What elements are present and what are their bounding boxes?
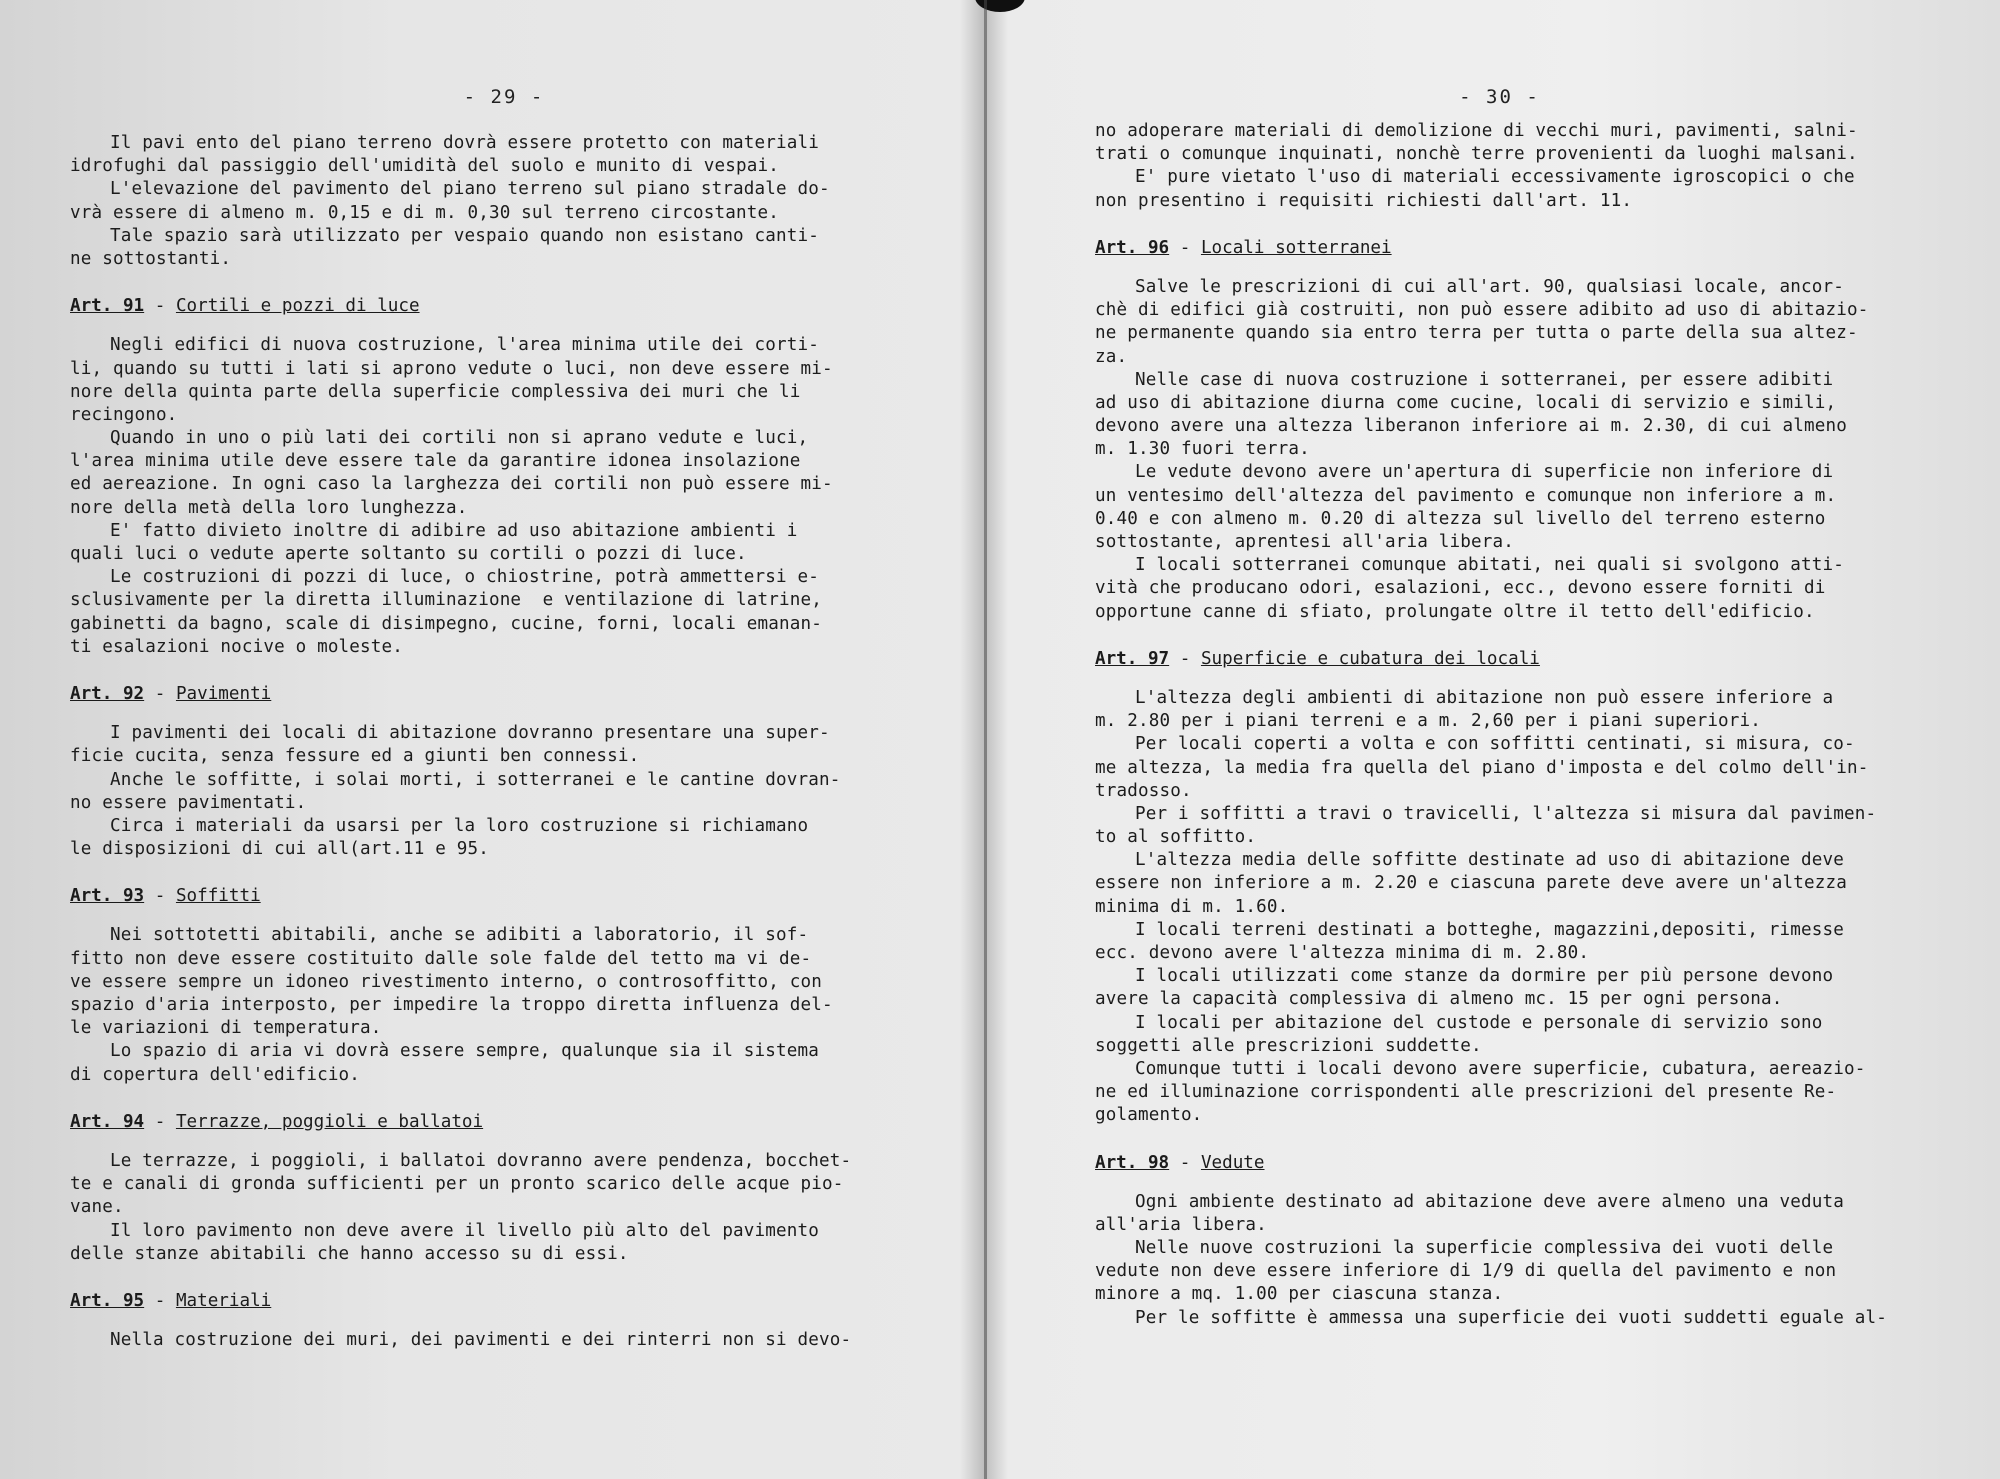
article-heading: [70, 1111, 950, 1134]
heading-separator: -: [144, 683, 176, 704]
text-line: devono avere una altezza liberanon inferiore ai m. 2.30, di cui almeno: [1095, 416, 1847, 437]
article-number: Art. 91: [70, 296, 145, 317]
heading-separator: -: [1169, 237, 1201, 258]
paragraph: [1095, 120, 1960, 213]
text-line: Per i soffitti a travi o travicelli, l'altezza si misura dal pavimen-: [1135, 803, 1877, 824]
article-heading: [1095, 1152, 1960, 1175]
text-line: no adoperare materiali di demolizione di vecchi muri, pavimenti, salni-: [1095, 121, 1858, 141]
text-line: Per locali coperti a volta e con soffitti centinati, si misura, co-: [1135, 734, 1855, 755]
text-line: Il pavi ento del piano terreno dovrà essere protetto con materiali: [110, 133, 819, 153]
text-line: ne permanente quando sia entro terra per tutta o parte della sua altez-: [1095, 323, 1858, 344]
paragraph: [70, 1150, 950, 1266]
text-line: li, quando su tutti i lati si aprono vedute o luci, non deve essere mi-: [70, 358, 833, 379]
text-line: gabinetti da bagno, scale di disimpegno, cucine, forni, locali emanan-: [70, 613, 822, 634]
text-line: m. 1.30 fuori terra.: [1095, 439, 1310, 460]
text-line: Quando in uno o più lati dei cortili non si aprano vedute e luci,: [110, 428, 809, 449]
paragraph: [70, 132, 950, 271]
text-line: Negli edifici di nuova costruzione, l'area minima utile dei corti-: [110, 335, 819, 356]
article-heading: [70, 1290, 950, 1313]
text-line: spazio d'aria interposto, per impedire la troppo diretta influenza del-: [70, 995, 833, 1016]
text-line: Lo spazio di aria vi dovrà essere sempre, qualunque sia il sistema: [110, 1041, 819, 1062]
text-line: ve essere sempre un idoneo rivestimento interno, o controsoffitto, con: [70, 971, 822, 992]
article-title: Pavimenti: [175, 683, 272, 704]
text-line: golamento.: [1095, 1105, 1203, 1126]
text-line: non presentino i requisiti richiesti dall'art. 11.: [1095, 190, 1633, 211]
text-line: all'aria libera.: [1095, 1214, 1267, 1235]
text-line: I pavimenti dei locali di abitazione dovranno presentare una super-: [110, 723, 830, 744]
article-number: Art. 96: [1095, 237, 1170, 258]
paragraph: [1095, 687, 1960, 1128]
article-heading: [70, 885, 950, 908]
text-line: Il loro pavimento non deve avere il livello più alto del pavimento: [110, 1220, 819, 1241]
article-heading: [70, 683, 950, 706]
page-gutter: [984, 0, 987, 1479]
text-line: idrofughi dal passiggio dell'umidità del suolo e munito di vespai.: [70, 156, 779, 177]
text-line: vedute non deve essere inferiore di 1/9 di quella del pavimento e non: [1095, 1261, 1837, 1282]
text-line: opportune canne di sfiato, prolungate oltre il tetto dell'edificio.: [1095, 601, 1815, 622]
text-line: to al soffitto.: [1095, 827, 1257, 848]
article-number: Art. 93: [70, 886, 145, 907]
article-title: Terrazze, poggioli e ballatoi: [175, 1111, 484, 1132]
article-number: Art. 98: [1095, 1152, 1170, 1173]
text-line: Le vedute devono avere un'apertura di superficie non inferiore di: [1135, 462, 1834, 483]
text-line: essere non inferiore a m. 2.20 e ciascuna parete deve avere un'altezza: [1095, 873, 1847, 894]
heading-separator: -: [144, 886, 176, 907]
text-line: Nei sottotetti abitabili, anche se adibiti a laboratorio, il sof-: [110, 925, 809, 946]
text-line: Ogni ambiente destinato ad abitazione deve avere almeno una veduta: [1135, 1191, 1844, 1212]
text-line: ed aereazione. In ogni caso la larghezza dei cortili non può essere mi-: [70, 474, 833, 495]
text-line: no essere pavimentati.: [70, 792, 307, 813]
heading-separator: -: [144, 1290, 176, 1311]
text-line: le variazioni di temperatura.: [70, 1018, 382, 1039]
text-line: Anche le soffitte, i solai morti, i sotterranei e le cantine dovran-: [110, 769, 841, 790]
article-title: Vedute: [1200, 1152, 1265, 1173]
text-line: Nelle case di nuova costruzione i sotterranei, per essere adibiti: [1135, 369, 1834, 390]
paragraph: [1095, 1191, 1960, 1330]
article-number: Art. 92: [70, 683, 145, 704]
text-line: ti esalazioni nocive o moleste.: [70, 636, 404, 657]
paragraph: [1095, 276, 1960, 624]
article-heading: [70, 295, 950, 318]
text-line: Comunque tutti i locali devono avere superficie, cubatura, aereazio-: [1135, 1058, 1866, 1079]
text-line: E' fatto divieto inoltre di adibire ad uso abitazione ambienti i: [110, 520, 798, 541]
paragraph: [70, 924, 950, 1086]
text-line: vità che producano odori, esalazioni, ecc., devono essere forniti di: [1095, 578, 1826, 599]
text-line: Le costruzioni di pozzi di luce, o chiostrine, potrà ammettersi e-: [110, 567, 819, 588]
article-heading: [1095, 237, 1960, 260]
article-title: Materiali: [175, 1290, 272, 1311]
article-number: Art. 97: [1095, 648, 1170, 669]
paragraph: [70, 722, 950, 861]
text-line: I locali terreni destinati a botteghe, magazzini,depositi, rimesse: [1135, 919, 1844, 940]
text-line: di copertura dell'edificio.: [70, 1064, 361, 1085]
heading-separator: -: [144, 1111, 176, 1132]
text-line: sclusivamente per la diretta illuminazione e ventilazione di latrine,: [70, 590, 822, 611]
text-line: I locali sotterranei comunque abitati, nei quali si svolgono atti-: [1135, 555, 1844, 576]
heading-separator: -: [144, 296, 176, 317]
text-line: L'altezza degli ambienti di abitazione non può essere inferiore a: [1135, 687, 1834, 708]
text-line: le disposizioni di cui all(art.11 e 95.: [70, 839, 489, 860]
text-line: L'elevazione del pavimento del piano terreno sul piano stradale do-: [110, 179, 830, 200]
right-page: [1095, 0, 1960, 1479]
article-title: Soffitti: [175, 886, 261, 907]
article-number: Art. 94: [70, 1111, 145, 1132]
text-line: minima di m. 1.60.: [1095, 896, 1289, 917]
text-line: fitto non deve essere costituito dalle sole falde del tetto ma vi de-: [70, 948, 812, 969]
text-line: Nelle nuove costruzioni la superficie complessiva dei vuoti delle: [1135, 1238, 1834, 1259]
text-line: ecc. devono avere l'altezza minima di m. 2.80.: [1095, 943, 1590, 964]
text-line: tradosso.: [1095, 780, 1192, 801]
binding-hole: [975, 0, 1025, 12]
text-line: Nella costruzione dei muri, dei pavimenti e dei rinterri non si devo-: [110, 1330, 852, 1351]
text-line: quali luci o vedute aperte soltanto su cortili o pozzi di luce.: [70, 544, 747, 565]
text-line: trati o comunque inquinati, nonchè terre provenienti da luoghi malsani.: [1095, 144, 1858, 165]
text-line: za.: [1095, 346, 1128, 367]
text-line: minore a mq. 1.00 per ciascuna stanza.: [1095, 1284, 1504, 1305]
text-line: me altezza, la media fra quella del piano d'imposta e del colmo dell'in-: [1095, 757, 1869, 778]
text-line: Per le soffitte è ammessa una superficie dei vuoti suddetti eguale al-: [1135, 1307, 1887, 1328]
text-line: I locali utilizzati come stanze da dormire per più persone devono: [1135, 966, 1834, 987]
text-line: nore della metà della loro lunghezza.: [70, 497, 468, 518]
text-line: vane.: [70, 1197, 124, 1218]
article-number: Art. 95: [70, 1290, 145, 1311]
text-line: ficie cucita, senza fessure ed a giunti ben connessi.: [70, 746, 640, 767]
text-line: E' pure vietato l'uso di materiali eccessivamente igroscopici o che: [1135, 167, 1855, 188]
text-line: vrà essere di almeno m. 0,15 e di m. 0,30 sul terreno circostante.: [70, 202, 779, 223]
text-line: sottostante, aprentesi all'aria libera.: [1095, 532, 1514, 553]
page-number: - 30 -: [1459, 86, 1540, 108]
text-line: l'area minima utile deve essere tale da garantire idonea insolazione: [70, 451, 801, 472]
text-line: I locali per abitazione del custode e personale di servizio sono: [1135, 1012, 1823, 1033]
article-title: Superficie e cubatura dei locali: [1200, 648, 1540, 669]
text-line: nore della quinta parte della superficie complessiva dei muri che li: [70, 381, 801, 402]
text-line: m. 2.80 per i piani terreni e a m. 2,60 per i piani superiori.: [1095, 711, 1762, 732]
heading-separator: -: [1169, 648, 1201, 669]
text-line: ad uso di abitazione diurna come cucine, locali di servizio e simili,: [1095, 392, 1837, 413]
text-line: 0.40 e con almeno m. 0.20 di altezza sul livello del terreno esterno: [1095, 508, 1826, 529]
text-line: L'altezza media delle soffitte destinate ad uso di abitazione deve: [1135, 850, 1844, 871]
text-line: recingono.: [70, 404, 178, 425]
text-line: Circa i materiali da usarsi per la loro costruzione si richiamano: [110, 815, 809, 836]
text-line: Tale spazio sarà utilizzato per vespaio quando non esistano canti-: [110, 225, 819, 246]
text-line: Salve le prescrizioni di cui all'art. 90, qualsiasi locale, ancor-: [1135, 276, 1844, 297]
text-line: un ventesimo dell'altezza del pavimento e comunque non inferiore a m.: [1095, 485, 1837, 506]
article-heading: [1095, 648, 1960, 671]
text-line: te e canali di gronda sufficienti per un pronto scarico delle acque pio-: [70, 1174, 844, 1195]
text-line: Le terrazze, i poggioli, i ballatoi dovranno avere pendenza, bocchet-: [110, 1151, 852, 1171]
text-line: delle stanze abitabili che hanno accesso su di essi.: [70, 1243, 629, 1264]
left-page-body: [70, 132, 950, 1352]
text-line: ne sottostanti.: [70, 248, 232, 269]
article-title: Locali sotterranei: [1200, 237, 1392, 258]
paragraph: [70, 1329, 950, 1352]
left-page: [70, 0, 950, 1479]
page-number: - 29 -: [463, 86, 545, 108]
article-title: Cortili e pozzi di luce: [175, 296, 420, 317]
text-line: avere la capacità complessiva di almeno mc. 15 per ogni persona.: [1095, 989, 1783, 1010]
text-line: ne ed illuminazione corrispondenti alle prescrizioni del presente Re-: [1095, 1082, 1837, 1103]
text-line: soggetti alle prescrizioni suddette.: [1095, 1035, 1482, 1056]
paragraph: [70, 334, 950, 659]
text-line: chè di edifici già costruiti, non può essere adibito ad uso di abitazio-: [1095, 300, 1869, 321]
right-page-body: [1095, 120, 1960, 1330]
heading-separator: -: [1169, 1152, 1201, 1173]
